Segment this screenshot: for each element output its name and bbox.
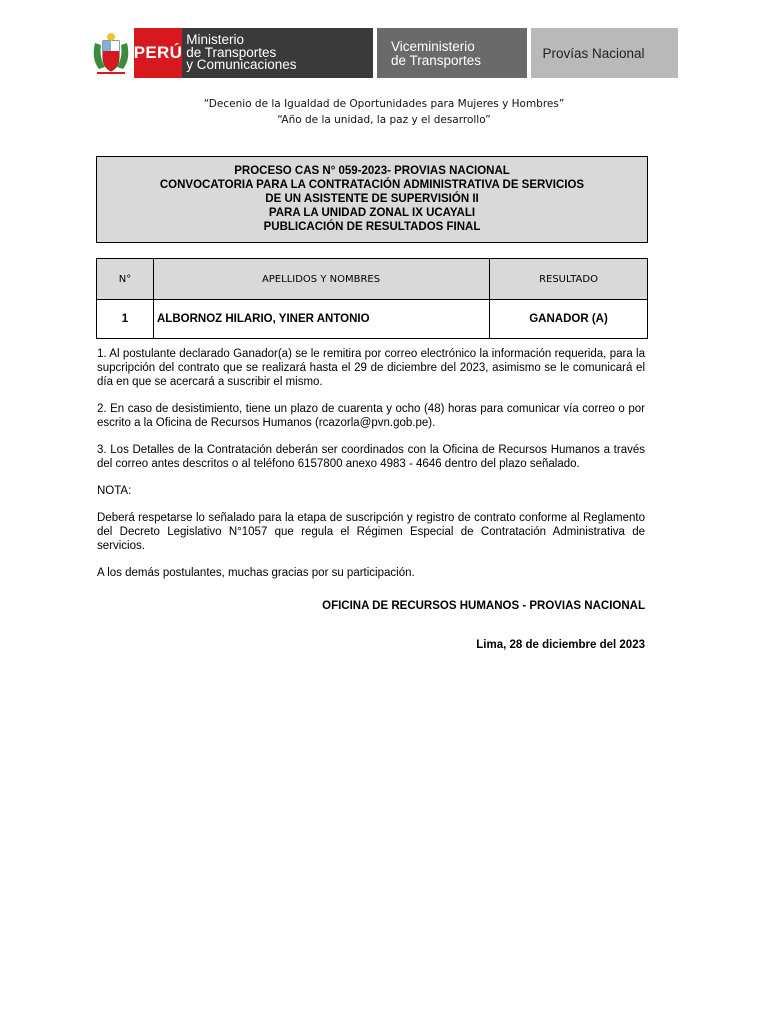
header-result: RESULTADO xyxy=(490,259,648,300)
paragraph-3: 3. Los Detalles de la Contratación deberán ser coordinados con la Oficina de Recursos Humanos a través del correo antes descritos o al teléfono 6157800 anexo 4983 - 4646 dentro del plazo señalado. xyxy=(97,444,645,470)
paragraph-1: 1. Al postulante declarado Ganador(a) se le remitira por correo electrónico la información requerida, para la supcripción del contrato que se realizará hasta el 29 de diciembre del 2023, asimismo se le comunicará el día en que se acercará a suscribir el mismo. xyxy=(97,348,645,388)
header-number: N° xyxy=(97,259,154,300)
coat-of-arms-icon xyxy=(88,27,134,79)
header-names: APELLIDOS Y NOMBRES xyxy=(154,259,490,300)
document-date: Lima, 28 de diciembre del 2023 xyxy=(476,639,645,651)
motto-year: “Año de la unidad, la paz y el desarrollo” xyxy=(277,114,491,126)
paragraph-2: 2. En caso de desistimiento, tiene un plazo de cuarenta y ocho (48) horas para comunicar vía correo o por escrito a la Oficina de Recursos Humanos (rcazorla@pvn.gob.pe). xyxy=(97,403,645,429)
title-line: PARA LA UNIDAD ZONAL IX UCAYALI xyxy=(268,207,476,219)
title-line: PROCESO CAS N° 059-2023- PROVIAS NACIONAL xyxy=(234,165,510,177)
ministry-name: Ministerio de Transportes y Comunicaciones xyxy=(182,28,373,78)
provias-name: Provías Nacional xyxy=(531,28,679,78)
document-body xyxy=(97,347,645,593)
row-name: ALBORNOZ HILARIO, YINER ANTONIO xyxy=(154,300,490,339)
title-line: PUBLICACIÓN DE RESULTADOS FINAL xyxy=(263,221,481,233)
title-line: CONVOCATORIA PARA LA CONTRATACIÓN ADMINISTRATIVA DE SERVICIOS xyxy=(159,179,585,191)
title-line: DE UN ASISTENTE DE SUPERVISIÓN II xyxy=(265,193,479,205)
office-signature: OFICINA DE RECURSOS HUMANOS - PROVIAS NACIONAL xyxy=(322,600,645,612)
row-number: 1 xyxy=(97,300,154,339)
vice-ministry-name: Viceministerio de Transportes xyxy=(377,28,527,78)
results-table xyxy=(96,258,648,339)
document-title-box xyxy=(96,156,648,243)
row-result: GANADOR (A) xyxy=(490,300,648,339)
table-header-row xyxy=(97,259,648,300)
table-row xyxy=(97,300,648,339)
official-mottos xyxy=(0,96,768,128)
paragraph-note: Deberá respetarse lo señalado para la etapa de suscripción y registro de contrato conforme al Reglamento del Decreto Legislativo N°1057 que regula el Régimen Especial de Contratación Administrativa de servicios. xyxy=(97,512,645,552)
motto-decade: “Decenio de la Igualdad de Oportunidades para Mujeres y Hombres” xyxy=(203,98,565,110)
note-label: NOTA: xyxy=(97,485,132,497)
peru-label: PERÚ xyxy=(134,28,182,78)
institutional-header xyxy=(88,27,678,79)
paragraph-thanks: A los demás postulantes, muchas gracias por su participación. xyxy=(97,567,415,579)
